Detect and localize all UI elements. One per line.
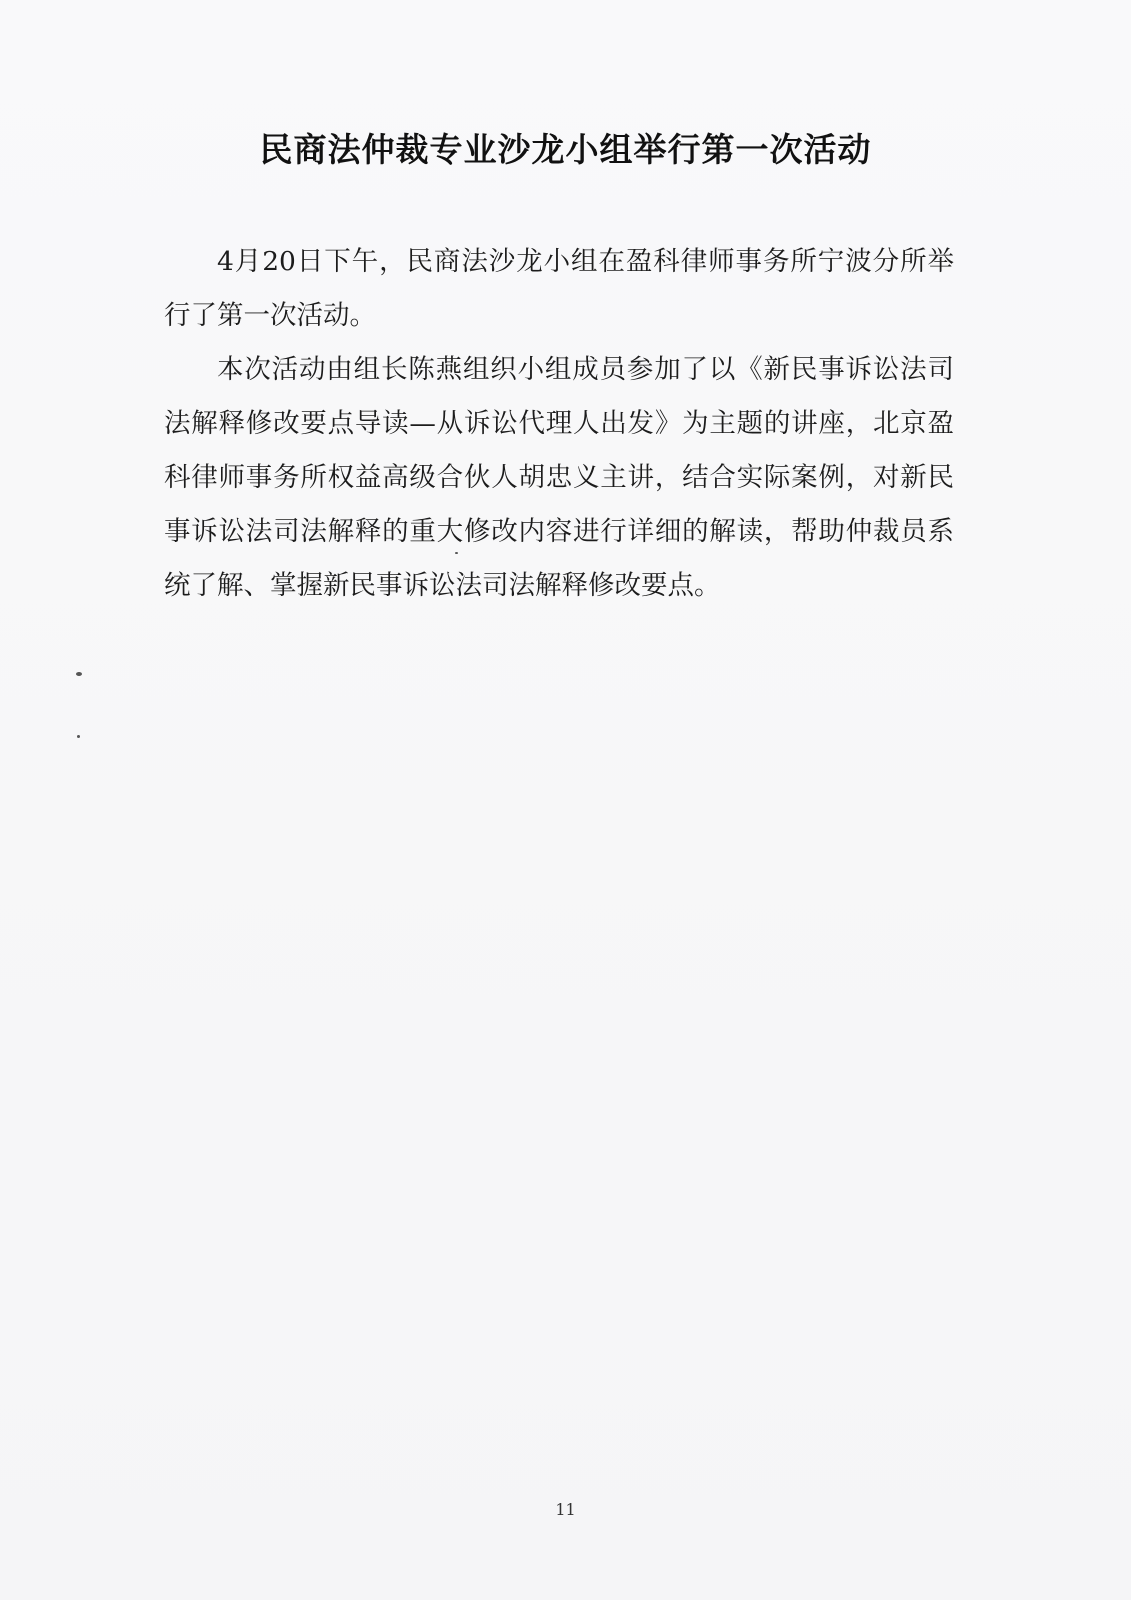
document-title: 民商法仲裁专业沙龙小组举行第一次活动 bbox=[259, 130, 872, 169]
scan-speck bbox=[77, 735, 80, 738]
paragraph-1: 4月20日下午，民商法沙龙小组在盈科律师事务所宁波分所举行了第一次活动。 bbox=[164, 246, 954, 331]
paragraph-2: 本次活动由组长陈燕组织小组成员参加了以《新民事诉讼法司法解释修改要点导读—从诉讼代理人出发》为主题的讲座，北京盈科律师事务所权益高级合伙人胡忠义主讲，结合实际案例，对新民事诉讼法司法解释的重大修改内容进行详细的解读，帮助仲裁员系统了解、掌握新民事诉讼法司法解释修改要点。 bbox=[164, 354, 954, 601]
scan-speck bbox=[76, 672, 82, 676]
scan-speck bbox=[455, 552, 458, 554]
document-body bbox=[164, 235, 954, 613]
page-number: 11 bbox=[555, 1500, 576, 1519]
